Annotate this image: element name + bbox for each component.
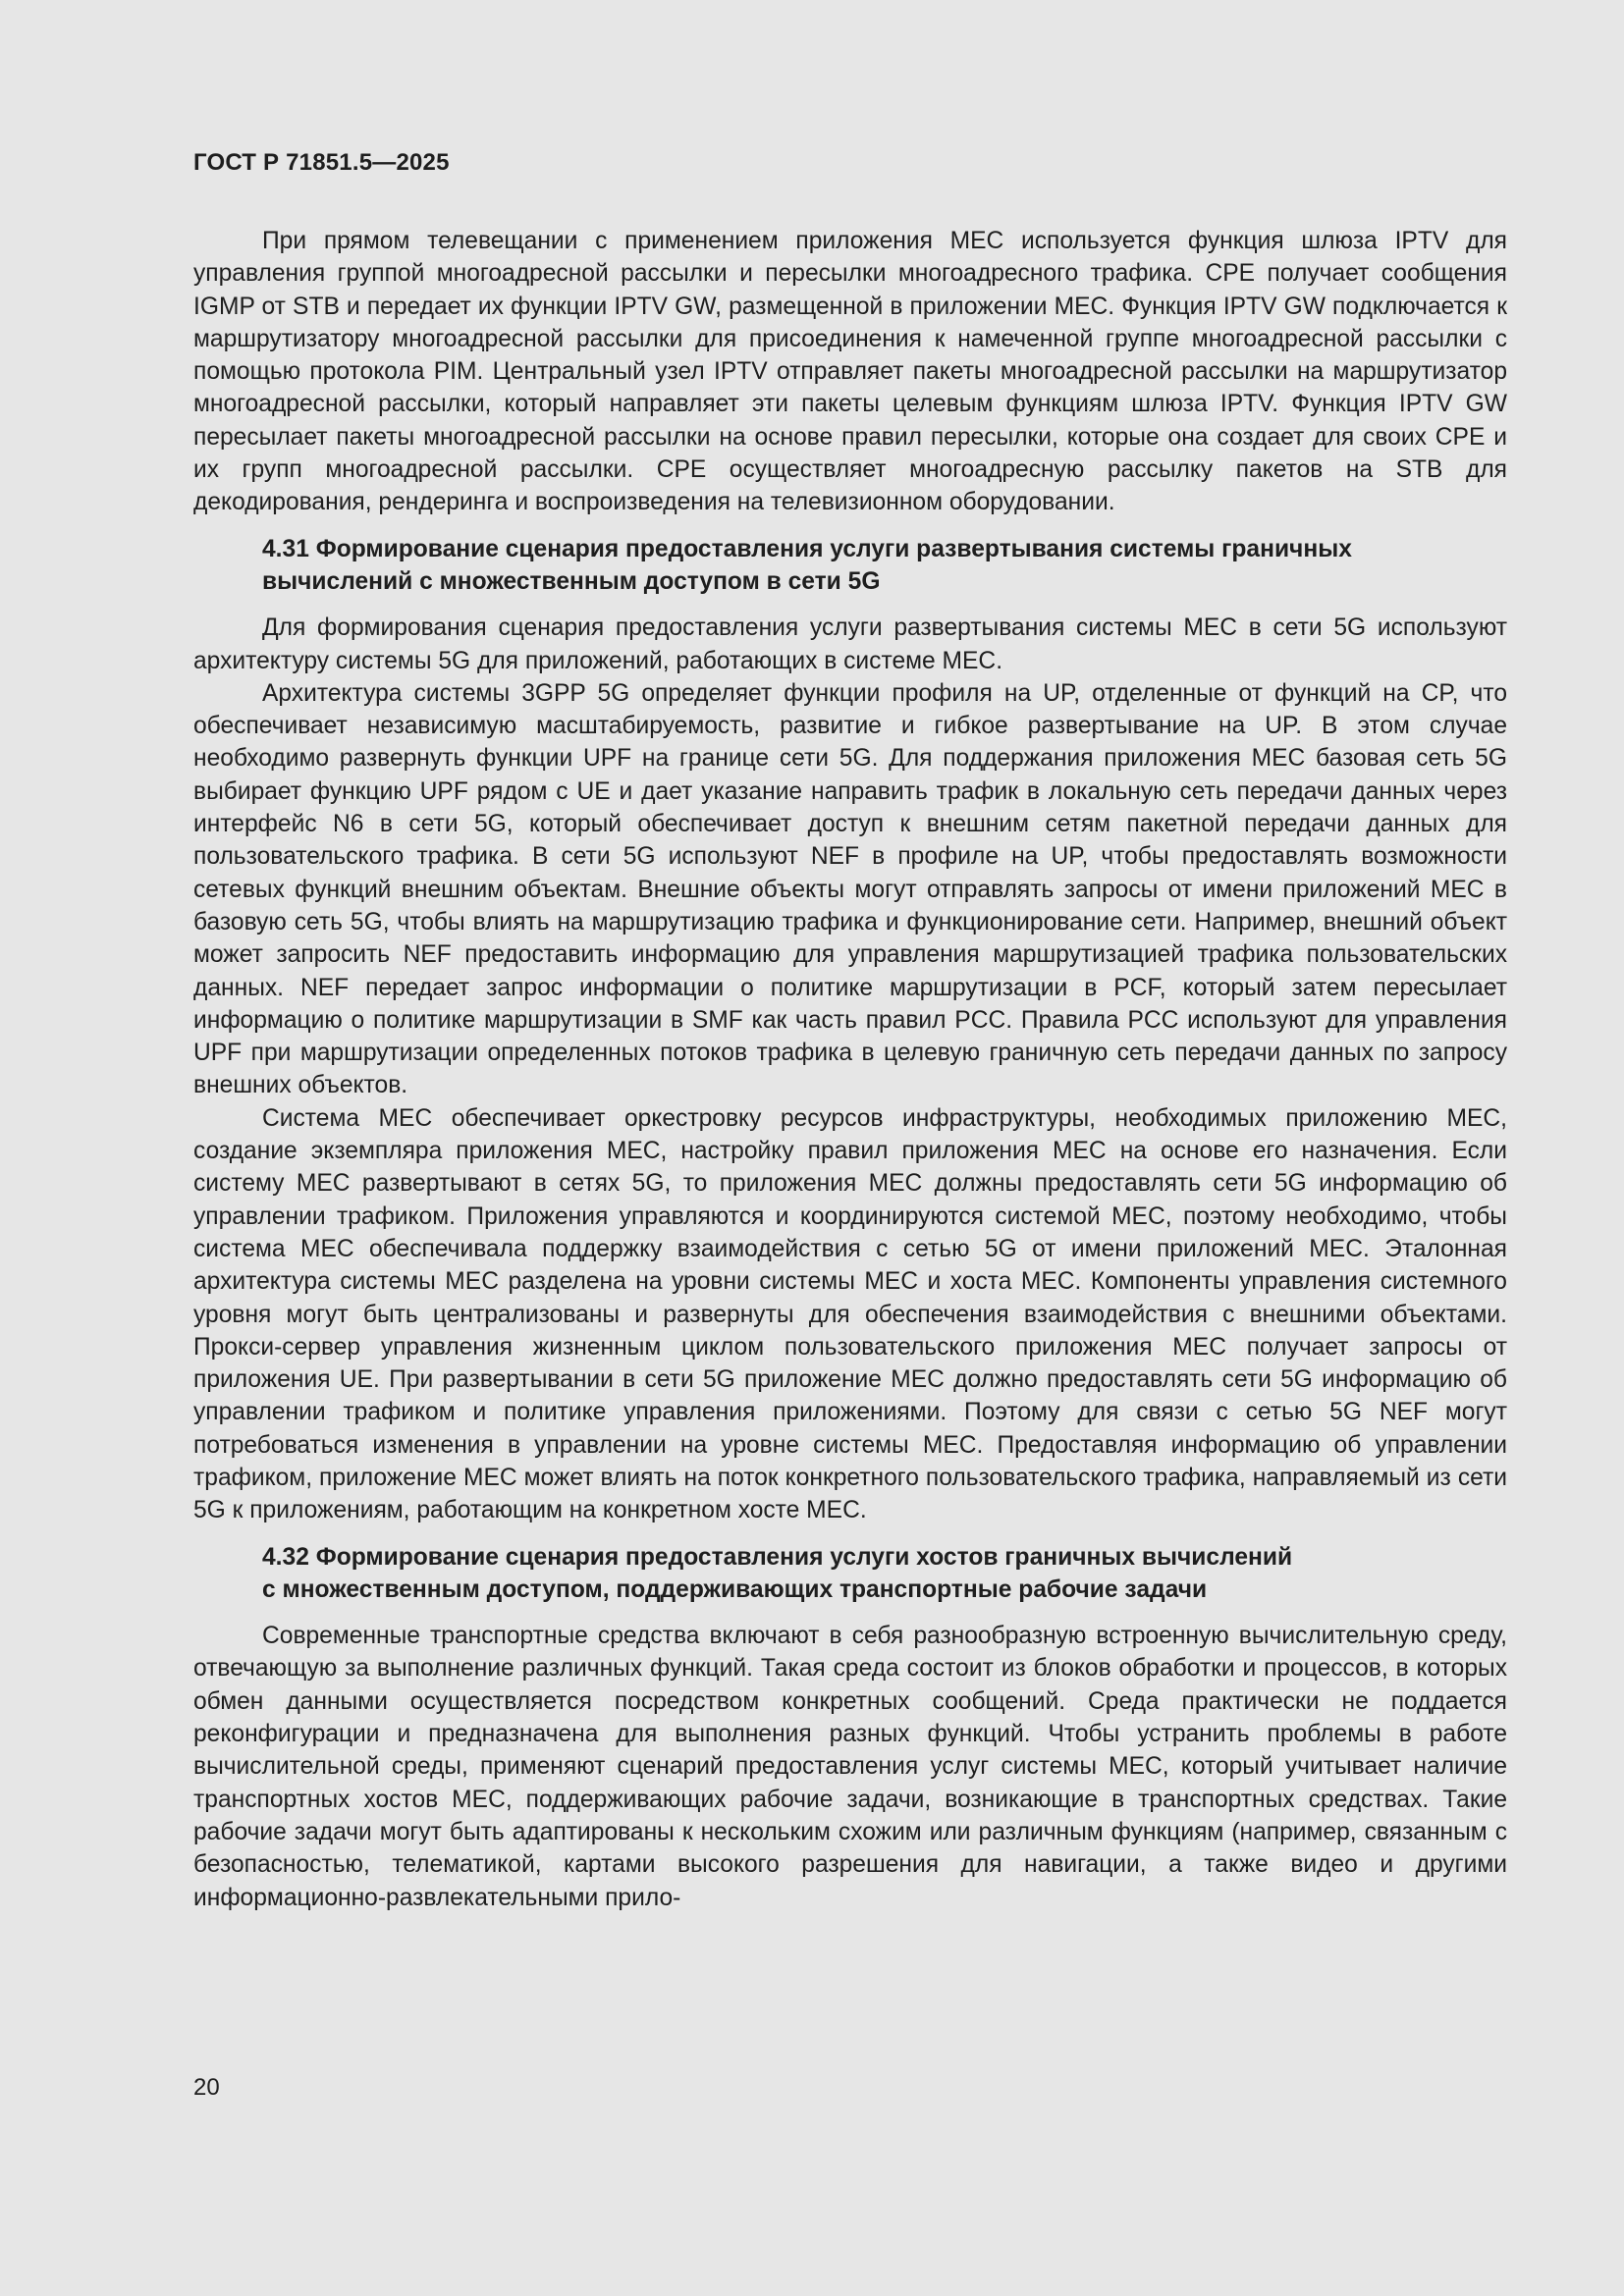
section-heading-4-32 bbox=[193, 1541, 1507, 1607]
section-heading-4-32-line1: 4.32 Формирование сценария предоставления услуги хостов граничных вычислений bbox=[262, 1543, 1293, 1571]
paragraph-3gpp-architecture: Архитектура системы 3GPP 5G определяет функции профиля на UP, отделенные от функций на CP, что обеспечивает независимую масштабируемость, развитие и гибкое развертывание на UP. В этом случае необходимо развернуть функции UPF на границе сети 5G. Для поддержания приложения MEC базовая сеть 5G выбирает функцию UPF рядом с UE и дает указание направить трафик в локальную сеть передачи данных через интерфейс N6 в сети 5G, который обеспечивает доступ к внешним сетям пакетной передачи данных для пользовательского трафика. В сети 5G используют NEF в профиле на UP, чтобы предоставлять возможности сетевых функций внешним объектам. Внешние объекты могут отправлять запросы от имени приложений MEC в базовую сеть 5G, чтобы влиять на маршрутизацию трафика и функционирование сети. Например, внешний объект может запросить NEF предоставить информацию для управления маршрутизацией трафика пользовательских данных. NEF передает запрос информации о политике маршрутизации в PCF, который затем пересылает информацию о политике маршрутизации в SMF как часть правил PCC. Правила PCC используют для управления UPF при маршрутизации определенных потоков трафика в целевую граничную сеть передачи данных по запросу внешних объектов. bbox=[193, 679, 1507, 1099]
document-body bbox=[193, 225, 1507, 1914]
section-heading-4-32-line2: с множественным доступом, поддерживающих транспортные рабочие задачи bbox=[262, 1575, 1208, 1603]
paragraph-iptv: При прямом телевещании с применением приложения MEC используется функция шлюза IPTV для управления группой многоадресной рассылки и пересылки многоадресного трафика. CPE получает сообщения IGMP от STB и передает их функции IPTV GW, размещенной в приложении MEC. Функция IPTV GW подключается к маршрутизатору многоадресной рассылки для присоединения к намеченной группе многоадресной рассылки с помощью протокола PIM. Центральный узел IPTV отправляет пакеты многоадресной рассылки на маршрутизатор многоадресной рассылки, который направляет эти пакеты целевым функциям шлюза IPTV. Функция IPTV GW пересылает пакеты многоадресной рассылки на основе правил пересылки, которые она создает для своих CPE и их групп многоадресной рассылки. CPE осуществляет многоадресную рассылку пакетов на STB для декодирования, рендеринга и воспроизведения на телевизионном оборудовании. bbox=[193, 228, 1507, 516]
paragraph-vehicle-computing: Современные транспортные средства включают в себя разнообразную встроенную вычислительную среду, отвечающую за выполнение различных функций. Такая среда состоит из блоков обработки и процессов, в которых обмен данными осуществляется посредством конкретных сообщений. Среда практически не поддается реконфигурации и предназначена для выполнения разных функций. Чтобы устранить проблемы в работе вычислительной среды, применяют сценарий предоставления услуг системы MEC, который учитывает наличие транспортных хостов MEC, поддерживающих рабочие задачи, возникающие в транспортных средствах. Такие рабочие задачи могут быть адаптированы к нескольким схожим или различным функциям (например, связанным с безопасностью, телематикой, картами высокого разрешения для навигации, а также видео и другими информационно-развлекательными прило- bbox=[193, 1623, 1507, 1911]
document-page bbox=[193, 0, 1507, 2296]
page-number: 20 bbox=[193, 2074, 220, 2101]
section-heading-4-31-line1: 4.31 Формирование сценария предоставления услуги развертывания системы граничных bbox=[262, 535, 1352, 562]
section-heading-4-31-line2: вычислений с множественным доступом в сети 5G bbox=[262, 567, 881, 595]
section-heading-4-31 bbox=[193, 533, 1507, 599]
document-header-id: ГОСТ Р 71851.5—2025 bbox=[193, 149, 450, 176]
paragraph-mec-5g-intro: Для формирования сценария предоставления услуги развертывания системы MEC в сети 5G используют архитектуру системы 5G для приложений, работающих в системе MEC. bbox=[193, 614, 1507, 674]
paragraph-mec-orchestration: Система MEC обеспечивает оркестровку ресурсов инфраструктуры, необходимых приложению MEC, создание экземпляра приложения MEC, настройку правил приложения MEC на основе его назначения. Если систему MEC развертывают в сетях 5G, то приложения MEC должны предоставлять сети 5G информацию об управлении трафиком. Приложения управляются и координируются системой MEC, поэтому необходимо, чтобы система MEC обеспечивала поддержку взаимодействия с сетью 5G от имени приложений MEC. Эталонная архитектура системы MEC разделена на уровни системы MEC и хоста MEC. Компоненты управления системного уровня могут быть централизованы и развернуты для обеспечения взаимодействия с внешними объектами. Прокси-сервер управления жизненным циклом пользовательского приложения MEC получает запросы от приложения UE. При развертывании в сети 5G приложение MEC должно предоставлять сети 5G информацию об управлении трафиком и политике управления приложениями. Поэтому для связи с сетью 5G NEF могут потребоваться изменения в управлении на уровне системы MEC. Предоставляя информацию об управлении трафиком, приложение MEC может влиять на поток конкретного пользовательского трафика, направляемый из сети 5G к приложениям, работающим на конкретном хосте MEC. bbox=[193, 1104, 1507, 1524]
